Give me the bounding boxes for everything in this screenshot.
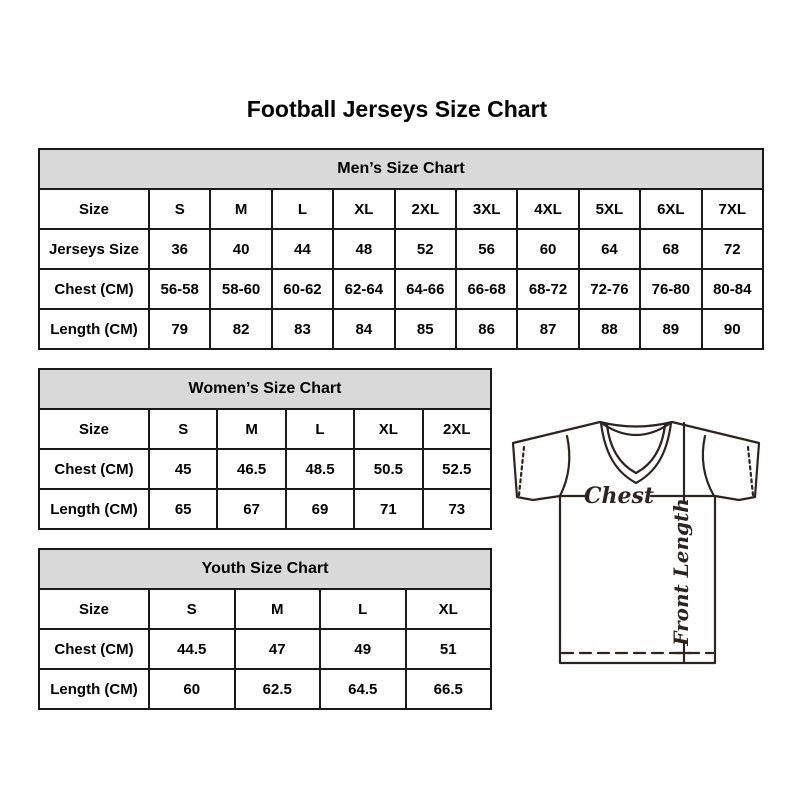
left-sleeve-seam [560,436,569,496]
row-label-cell: Size [39,189,149,229]
value-cell: 5XL [579,189,640,229]
value-cell: 79 [149,309,210,349]
value-cell: 62.5 [235,669,321,709]
table-row [39,669,491,709]
table-title: Women’s Size Chart [39,369,491,409]
right-cuff-dash-line [748,447,753,495]
value-cell: 60 [149,669,235,709]
value-cell: 45 [149,449,217,489]
value-cell: 49 [320,629,406,669]
table-title: Youth Size Chart [39,549,491,589]
value-cell: 84 [333,309,394,349]
row-label-cell: Size [39,589,149,629]
value-cell: 66-68 [456,269,517,309]
mens-size-table [38,148,764,350]
value-cell: 48 [333,229,394,269]
jersey-measurement-diagram [503,396,768,686]
value-cell: S [149,189,210,229]
right-sleeve-seam [703,436,714,496]
value-cell: L [286,409,354,449]
value-cell: XL [406,589,492,629]
value-cell: 2XL [423,409,491,449]
value-cell: M [235,589,321,629]
table-title-row [39,149,763,189]
row-label-cell: Length (CM) [39,489,149,529]
value-cell: 71 [354,489,422,529]
value-cell: 64-66 [395,269,456,309]
table-row [39,189,763,229]
value-cell: 36 [149,229,210,269]
row-label-cell: Chest (CM) [39,629,149,669]
youth-size-table [38,548,492,710]
value-cell: 86 [456,309,517,349]
row-label-cell: Jerseys Size [39,229,149,269]
value-cell: XL [333,189,394,229]
table-row [39,489,491,529]
value-cell: 88 [579,309,640,349]
value-cell: 56 [456,229,517,269]
value-cell: 80-84 [702,269,763,309]
value-cell: 46.5 [217,449,285,489]
value-cell: 89 [640,309,701,349]
value-cell: XL [354,409,422,449]
value-cell: 58-60 [210,269,271,309]
value-cell: 44.5 [149,629,235,669]
value-cell: M [217,409,285,449]
value-cell: M [210,189,271,229]
value-cell: 60 [517,229,578,269]
value-cell: 2XL [395,189,456,229]
value-cell: 69 [286,489,354,529]
value-cell: 7XL [702,189,763,229]
value-cell: 62-64 [333,269,394,309]
jersey-graphic [513,422,759,663]
value-cell: 3XL [456,189,517,229]
value-cell: 83 [272,309,333,349]
value-cell: 44 [272,229,333,269]
value-cell: 67 [217,489,285,529]
value-cell: 48.5 [286,449,354,489]
table-title-row [39,549,491,589]
table-row [39,589,491,629]
table-row [39,409,491,449]
row-label-cell: Size [39,409,149,449]
value-cell: 52.5 [423,449,491,489]
value-cell: 90 [702,309,763,349]
value-cell: 72 [702,229,763,269]
value-cell: 76-80 [640,269,701,309]
value-cell: 64.5 [320,669,406,709]
table-row [39,269,763,309]
table-row [39,449,491,489]
row-label-cell: Chest (CM) [39,269,149,309]
value-cell: L [272,189,333,229]
value-cell: 4XL [517,189,578,229]
value-cell: 82 [210,309,271,349]
value-cell: 85 [395,309,456,349]
table-title-row [39,369,491,409]
value-cell: 65 [149,489,217,529]
value-cell: 64 [579,229,640,269]
row-label-cell: Length (CM) [39,669,149,709]
value-cell: 56-58 [149,269,210,309]
womens-size-table [38,368,492,530]
value-cell: 68-72 [517,269,578,309]
value-cell: 52 [395,229,456,269]
value-cell: L [320,589,406,629]
table-row [39,229,763,269]
value-cell: S [149,409,217,449]
value-cell: 87 [517,309,578,349]
value-cell: S [149,589,235,629]
value-cell: 47 [235,629,321,669]
row-label-cell: Chest (CM) [39,449,149,489]
value-cell: 66.5 [406,669,492,709]
table-title: Men’s Size Chart [39,149,763,189]
value-cell: 6XL [640,189,701,229]
front-length-label: Front Length [669,498,693,646]
page-title: Football Jerseys Size Chart [246,96,548,122]
value-cell: 73 [423,489,491,529]
left-cuff-dash-line [519,447,524,495]
table-row [39,629,491,669]
value-cell: 68 [640,229,701,269]
value-cell: 50.5 [354,449,422,489]
value-cell: 40 [210,229,271,269]
jersey-outline [513,422,759,663]
table-row [39,309,763,349]
value-cell: 51 [406,629,492,669]
value-cell: 72-76 [579,269,640,309]
chest-label: Chest [583,483,655,509]
value-cell: 60-62 [272,269,333,309]
row-label-cell: Length (CM) [39,309,149,349]
